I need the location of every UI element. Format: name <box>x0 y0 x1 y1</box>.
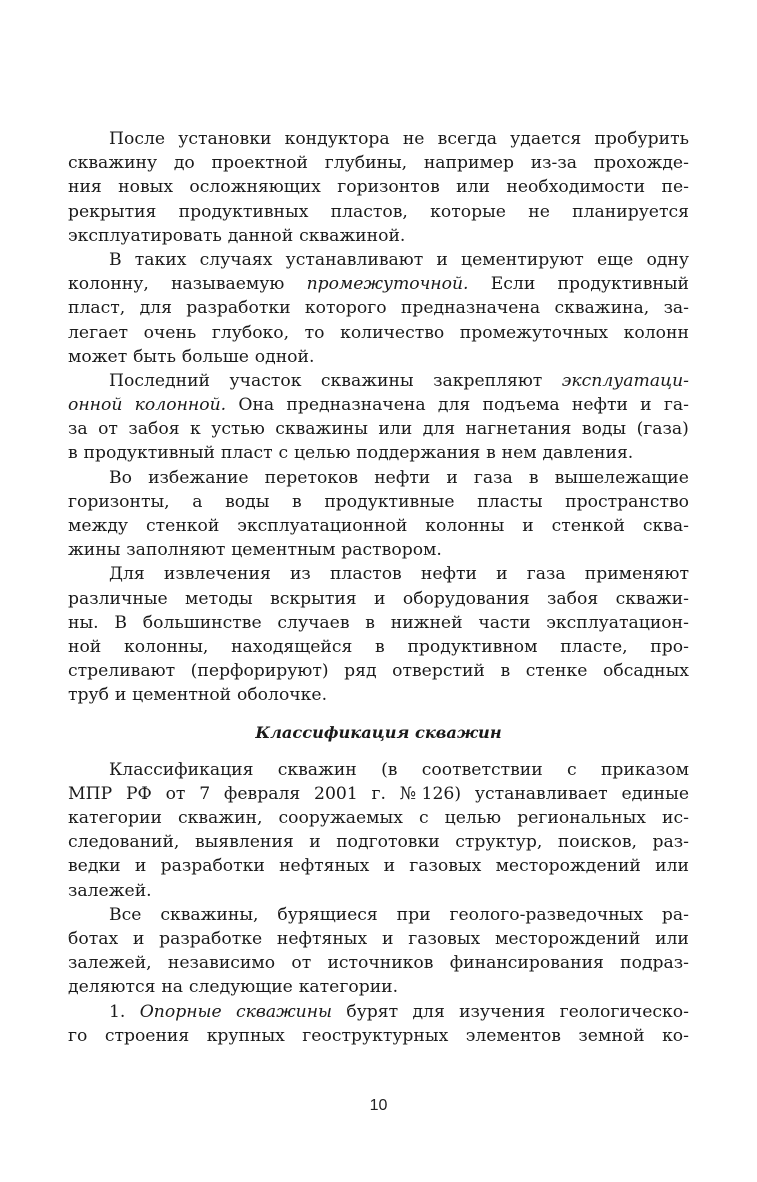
word: пласт <box>220 443 273 464</box>
text-line <box>68 151 689 175</box>
word: для <box>139 298 172 319</box>
word: приказом <box>600 759 689 780</box>
word: скважина, <box>554 298 650 319</box>
word: от <box>165 783 186 804</box>
word: заполняют <box>126 540 226 561</box>
word: в <box>500 661 511 682</box>
word: Для <box>109 564 145 585</box>
word: одну <box>646 249 689 270</box>
word: сква- <box>642 516 689 536</box>
word: или <box>378 419 413 440</box>
word: давления. <box>542 443 634 464</box>
word: Все <box>109 904 142 925</box>
text-line <box>68 490 689 514</box>
word: эксплуатацион- <box>546 612 689 633</box>
word: устанавливает <box>474 783 608 804</box>
word: для <box>412 1001 445 1022</box>
word: про- <box>650 636 689 657</box>
word: нефтяных <box>279 856 370 877</box>
word: больше <box>181 346 249 367</box>
word: В <box>114 612 128 633</box>
word: от <box>291 953 312 974</box>
word: МПР <box>68 783 113 804</box>
page-number: 10 <box>369 1097 388 1114</box>
word: пластов <box>329 564 402 585</box>
text-line <box>68 1000 689 1024</box>
word: для <box>437 395 471 416</box>
text-line <box>68 272 689 296</box>
word: в <box>486 443 496 464</box>
word: и <box>374 588 386 609</box>
text-line <box>68 538 689 562</box>
word: ра- <box>661 904 689 925</box>
word: может <box>68 346 128 367</box>
word: скважин <box>277 759 357 780</box>
word: скважиной. <box>299 225 406 246</box>
word: с <box>418 808 429 829</box>
word: Классификация <box>109 759 254 780</box>
word: в <box>375 636 385 657</box>
word: вышележащие <box>554 467 689 488</box>
word: разработке <box>159 929 263 949</box>
paragraph-reference-wells <box>68 1000 689 1048</box>
word: газа <box>526 564 566 585</box>
text-line <box>68 975 689 999</box>
word: очень <box>143 322 197 343</box>
word: 2001 <box>314 783 358 804</box>
text-line <box>68 369 689 393</box>
word: одной. <box>254 346 315 367</box>
word: бурят <box>346 1001 399 1022</box>
text-line <box>68 345 689 369</box>
word: В <box>109 249 122 270</box>
word: труб <box>68 685 109 706</box>
word: раствором. <box>341 540 442 561</box>
word: воды <box>581 419 627 440</box>
text-line <box>68 175 689 199</box>
word: горизонтов <box>337 177 440 198</box>
word: строения <box>104 1025 190 1046</box>
word: пласт, <box>68 298 126 319</box>
word: не <box>402 129 425 149</box>
word: воды <box>225 491 270 512</box>
word: рекрытия <box>68 201 157 222</box>
text-line <box>68 441 689 465</box>
word: участок <box>229 370 302 391</box>
word: февраля <box>223 783 301 804</box>
text-line <box>68 514 689 538</box>
word: цементным <box>231 540 336 561</box>
word: пласты <box>477 491 543 512</box>
word: скважины <box>275 419 368 440</box>
word: геолого-разведочных <box>449 904 644 925</box>
word: части <box>478 612 531 633</box>
word: вскрытия <box>270 588 357 609</box>
word: изучения <box>459 1001 546 1022</box>
word: разработки <box>186 298 291 319</box>
word: (перфорируют) <box>190 661 329 682</box>
word: колонну, <box>68 274 149 295</box>
word: После <box>109 129 166 149</box>
text-line <box>68 296 689 320</box>
section-heading: Классификация скважин <box>255 722 502 742</box>
word: и <box>383 856 396 877</box>
word: колонны <box>425 516 505 536</box>
word: случаев <box>277 612 350 633</box>
word: газа <box>473 467 513 488</box>
word: с <box>278 443 289 464</box>
word: раз- <box>652 832 689 853</box>
word: продуктивных <box>178 201 309 222</box>
word: и <box>134 856 147 877</box>
word: с <box>567 759 577 780</box>
text-line <box>68 927 689 951</box>
word: от <box>98 419 118 440</box>
word: (в <box>381 759 398 780</box>
page-body <box>68 127 689 1048</box>
text-line <box>68 951 689 975</box>
word: онной <box>68 395 123 416</box>
word: и <box>114 685 127 706</box>
word: проектной <box>211 153 308 174</box>
word: между <box>68 516 129 536</box>
word: из <box>289 564 311 585</box>
word: предназначена <box>286 395 426 416</box>
word: таких <box>134 249 187 270</box>
word: кондуктора <box>284 129 390 149</box>
word: и <box>309 832 321 853</box>
word: легает <box>68 322 129 343</box>
word: случаях <box>199 249 273 270</box>
word: пластов, <box>330 201 408 222</box>
word: соответствии <box>421 759 543 780</box>
word: или <box>655 856 689 877</box>
word: ния <box>68 177 102 198</box>
text-line <box>68 200 689 224</box>
word: оболочке. <box>236 685 328 706</box>
word: или <box>456 177 491 198</box>
word: в <box>528 467 539 488</box>
word: то <box>304 322 325 343</box>
text-line <box>68 224 689 248</box>
word: которые <box>430 201 506 222</box>
word: или <box>655 929 689 949</box>
word: категории <box>68 808 162 829</box>
word: которого <box>304 298 387 319</box>
word: выявления <box>194 832 294 853</box>
word: а <box>192 491 203 512</box>
word: пласте, <box>560 636 628 657</box>
word: геоструктурных <box>302 1025 449 1046</box>
word: геологическо- <box>559 1001 689 1022</box>
text-line <box>68 587 689 611</box>
word: стреливают <box>68 661 176 682</box>
text-line <box>68 611 689 635</box>
word: поисков, <box>557 832 637 853</box>
word: эксплуатировать <box>68 225 222 246</box>
word: отверстий <box>392 661 485 682</box>
word: нефти <box>571 395 628 416</box>
word: не <box>528 201 550 222</box>
word: структур, <box>455 832 543 853</box>
word: новых <box>118 177 174 198</box>
word: пробурить <box>594 129 689 149</box>
word: подъема <box>482 395 560 416</box>
word: залежей. <box>68 880 152 901</box>
text-line <box>68 562 689 586</box>
text-line <box>68 393 689 417</box>
word: до <box>173 153 195 174</box>
word: глубины, <box>324 153 408 174</box>
paragraph-production-column <box>68 369 689 466</box>
word: из-за <box>530 153 577 174</box>
word: поддержания <box>356 443 481 464</box>
word: устанавливают <box>285 249 424 270</box>
word: сооружаемых <box>278 808 403 829</box>
word: осложняющих <box>189 177 321 198</box>
word: 7 <box>199 783 211 804</box>
word: Во <box>109 467 132 488</box>
word: на <box>161 977 184 998</box>
word: продуктивном <box>407 636 538 657</box>
word: и <box>496 564 508 585</box>
word: промежуточных <box>459 322 609 343</box>
word: скважины, <box>160 904 259 925</box>
word: следующие <box>188 977 293 998</box>
word: продуктивный <box>83 443 216 464</box>
word: нефтяных <box>276 929 368 949</box>
word: независимо <box>167 953 276 974</box>
word: подраз- <box>620 953 689 974</box>
word: ряд <box>344 661 377 682</box>
word: стенкой <box>146 516 220 536</box>
paragraph-perforation <box>68 562 689 707</box>
word: колонн <box>623 322 689 343</box>
word: и <box>640 395 652 416</box>
word: различные <box>68 588 168 609</box>
word: разработки <box>160 856 265 877</box>
word: газовых <box>409 856 482 877</box>
word: земной <box>578 1025 645 1046</box>
word: подготовки <box>336 832 440 853</box>
text-line <box>68 248 689 272</box>
word: промежуточной. <box>306 274 469 295</box>
word: для <box>422 419 456 440</box>
word: и <box>436 249 448 270</box>
paragraph-all-wells <box>68 903 689 1000</box>
word: Опорные <box>139 1001 222 1022</box>
word: например <box>423 153 515 174</box>
word: перетоков <box>264 467 359 488</box>
word: находящейся <box>231 636 353 657</box>
word: нем <box>501 443 537 464</box>
word: к <box>190 419 201 440</box>
word: данной <box>227 225 294 246</box>
word: еще <box>596 249 634 270</box>
word: извлечения <box>163 564 271 585</box>
word: нефти <box>420 564 477 585</box>
word: нижней <box>390 612 463 633</box>
text-line <box>68 903 689 927</box>
word: элементов <box>465 1025 561 1046</box>
word: оборудования <box>402 588 530 609</box>
word: РФ <box>125 783 152 804</box>
word: Она <box>238 395 275 416</box>
text-line <box>68 879 689 903</box>
word: жины <box>68 540 121 561</box>
text-line <box>68 321 689 345</box>
word: единые <box>621 783 689 804</box>
word: быть <box>133 346 176 367</box>
word: месторождений <box>494 929 641 949</box>
word: ко- <box>662 1025 689 1046</box>
word: цементной <box>132 685 232 706</box>
word: цементируют <box>461 249 584 270</box>
text-line <box>68 854 689 878</box>
word: нагнетания <box>465 419 572 440</box>
word: залежей, <box>68 953 152 974</box>
word: скважину <box>68 153 158 174</box>
word: закрепляют <box>433 370 543 391</box>
word: продуктивный <box>557 274 689 295</box>
word: ис- <box>662 808 689 829</box>
word: забоя <box>128 419 180 440</box>
text-line <box>68 127 689 151</box>
text-line <box>68 659 689 683</box>
word: колонны, <box>123 636 209 657</box>
text-line <box>68 417 689 441</box>
word: количество <box>340 322 445 343</box>
text-line <box>68 683 689 707</box>
word: удается <box>510 129 582 149</box>
word: скважин, <box>177 808 263 829</box>
word: скважины <box>235 1001 333 1022</box>
text-line <box>68 830 689 854</box>
word: источников <box>327 953 434 974</box>
paragraph-conductor <box>68 127 689 248</box>
word: (газа) <box>636 419 689 440</box>
text-line <box>68 635 689 659</box>
word: при <box>396 904 431 925</box>
word: ведки <box>68 856 121 877</box>
word: Последний <box>109 370 211 391</box>
word: забоя <box>547 588 599 609</box>
word: пе- <box>661 177 689 198</box>
word: пространство <box>565 491 689 512</box>
word: бурящиеся <box>277 904 378 925</box>
word: месторождений <box>495 856 641 877</box>
word: Если <box>490 274 536 295</box>
text-line <box>68 782 689 806</box>
word: за- <box>663 298 689 319</box>
word: ботах <box>68 929 119 949</box>
word: методы <box>185 588 253 609</box>
word: обсадных <box>603 661 689 682</box>
text-line <box>68 806 689 830</box>
word: 1. <box>109 1001 126 1022</box>
word: категории. <box>298 977 399 998</box>
word: скважи- <box>615 588 689 609</box>
word: стенке <box>525 661 588 682</box>
paragraph-classification <box>68 758 689 903</box>
word: № 126) <box>399 783 462 804</box>
word: в <box>68 443 78 464</box>
word: продуктивные <box>324 491 455 512</box>
word: следований, <box>68 832 180 853</box>
text-block-part1 <box>68 127 689 708</box>
text-block-part2 <box>68 758 689 1048</box>
word: в <box>365 612 375 633</box>
word: колонной. <box>134 395 227 416</box>
word: и <box>522 516 534 536</box>
word: нефти <box>374 467 431 488</box>
word: и <box>381 929 394 949</box>
paragraph-intermediate-column <box>68 248 689 369</box>
word: газовых <box>408 929 481 949</box>
paragraph-cement <box>68 466 689 563</box>
word: большинстве <box>142 612 262 633</box>
word: региональных <box>517 808 646 829</box>
word: эксплуатационной <box>237 516 408 536</box>
word: финансирования <box>449 953 604 974</box>
word: в <box>292 491 302 512</box>
word: глубоко, <box>211 322 290 343</box>
word: ной <box>68 636 102 657</box>
word: деляются <box>68 977 156 998</box>
word: го <box>68 1025 88 1046</box>
word: стенкой <box>551 516 625 536</box>
word: установки <box>178 129 272 149</box>
text-line <box>68 466 689 490</box>
word: эксплуатаци- <box>561 370 689 391</box>
text-line <box>68 1024 689 1048</box>
word: прохожде- <box>593 153 689 174</box>
word: г. <box>371 783 387 804</box>
word: горизонты, <box>68 491 170 512</box>
word: скважины <box>320 370 414 391</box>
text-line <box>68 758 689 782</box>
word: называемую <box>171 274 285 295</box>
word: га- <box>663 395 689 416</box>
word: всегда <box>437 129 497 149</box>
word: избежание <box>148 467 249 488</box>
word: применяют <box>584 564 689 585</box>
word: предназначена <box>400 298 541 319</box>
word: и <box>446 467 458 488</box>
word: целью <box>293 443 351 464</box>
word: целью <box>444 808 502 829</box>
word: необходимости <box>506 177 646 198</box>
word: устью <box>211 419 265 440</box>
word: планируется <box>572 201 689 222</box>
word: и <box>132 929 145 949</box>
word: крупных <box>206 1025 285 1046</box>
word: за <box>68 419 88 440</box>
word: ны. <box>68 612 99 633</box>
